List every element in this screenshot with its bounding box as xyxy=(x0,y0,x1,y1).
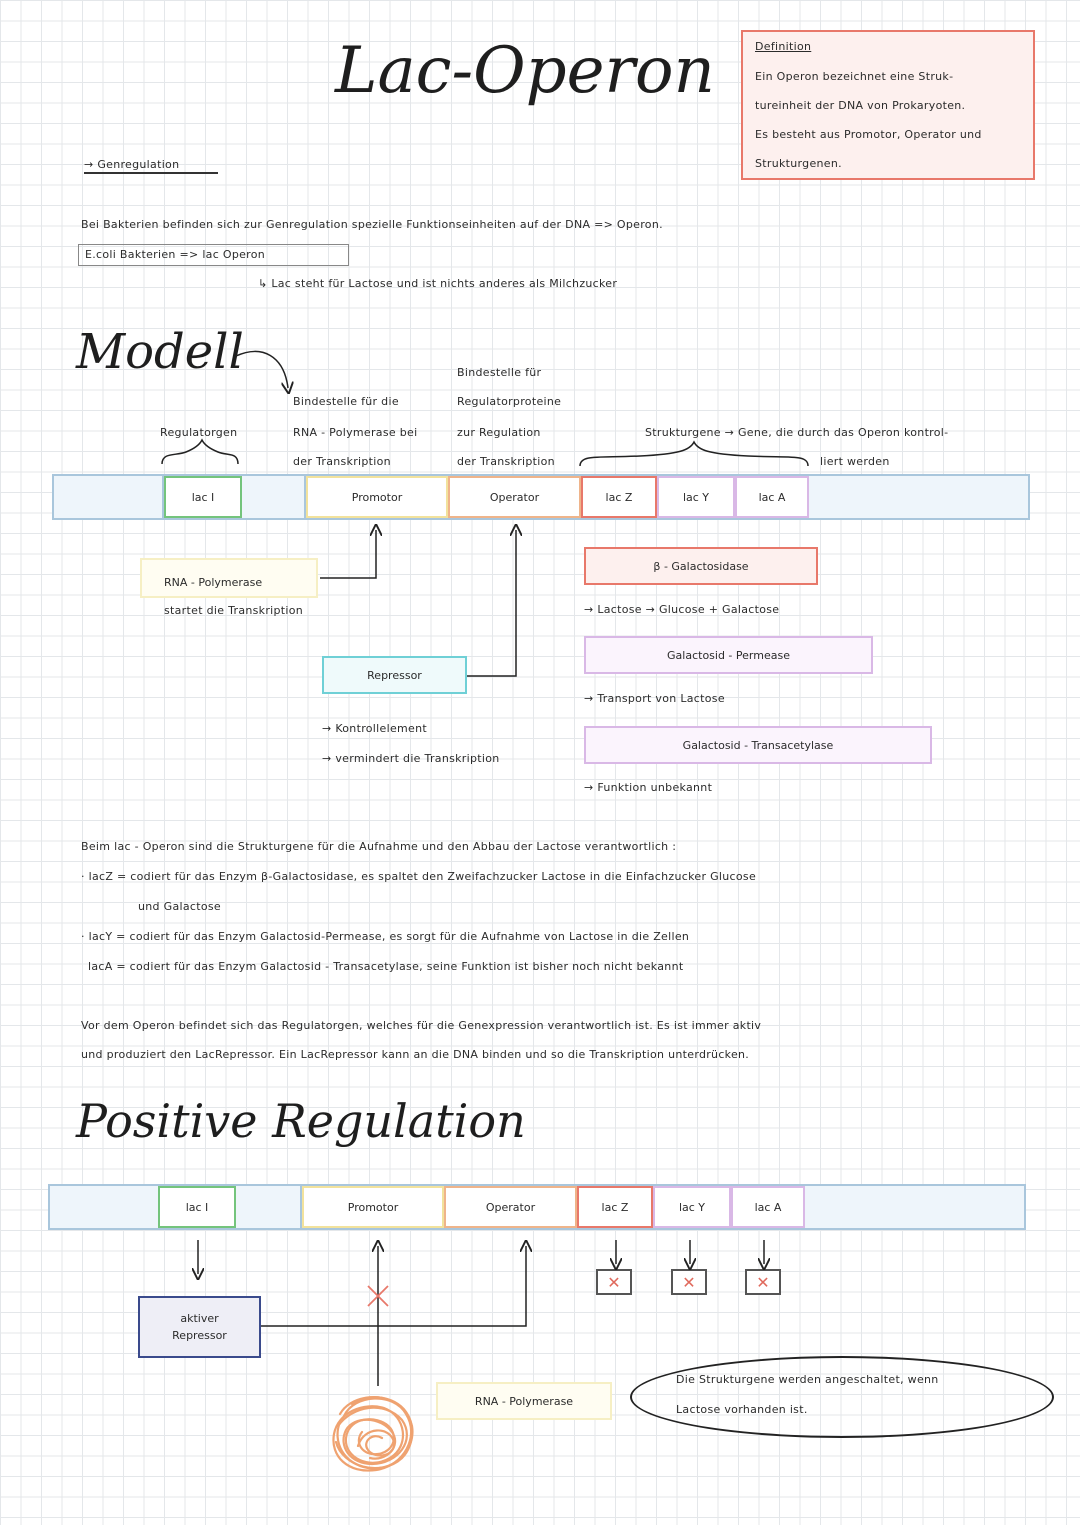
blocked-gene-mark: ✕ xyxy=(596,1269,632,1295)
explanation-text: Beim lac - Operon sind die Strukturgene für die Aufnahme und den Abbau der Lactose verantwortlich : xyxy=(81,840,677,853)
segment-lac-y: lac Y xyxy=(653,1186,731,1228)
segment-promotor: Promotor xyxy=(302,1186,444,1228)
note-text: Die Strukturgene werden angeschaltet, wenn xyxy=(676,1373,939,1386)
segment-lac-i: lac I xyxy=(164,476,242,518)
definition-box xyxy=(741,30,1035,180)
label-promotor: Bindestelle für die xyxy=(293,395,399,408)
active-repressor-label: Repressor xyxy=(172,1329,227,1342)
definition-line: Es besteht aus Promotor, Operator und xyxy=(755,128,982,141)
intro-box: E.coli Bakterien => lac Operon xyxy=(78,244,349,266)
segment-promotor: Promotor xyxy=(306,476,448,518)
segment-lac-z: lac Z xyxy=(581,476,657,518)
definition-line: Ein Operon bezeichnet eine Struk- xyxy=(755,70,954,83)
segment-spacer xyxy=(242,476,306,518)
operon-bar-modell xyxy=(52,474,1030,520)
segment-operator: Operator xyxy=(448,476,581,518)
enzyme-permease-desc: → Transport von Lactose xyxy=(584,692,725,705)
scribble-icon xyxy=(324,1386,424,1476)
intro-text: Bei Bakterien befinden sich zur Genregulation spezielle Funktionseinheiten auf der DNA => Operon. xyxy=(81,218,663,231)
note-ellipse xyxy=(630,1356,1054,1438)
label-regulatorgen: Regulatorgen xyxy=(160,426,238,439)
label-operator: zur Regulation xyxy=(457,426,541,439)
positive-regulation-heading: Positive Regulation xyxy=(76,1094,526,1148)
repressor-desc: → Kontrollelement xyxy=(322,722,427,735)
explanation-text: · lacY = codiert für das Enzym Galactosid-Permease, es sorgt für die Aufnahme von Lactose in die Zellen xyxy=(81,930,690,943)
rna-polymerase-box: RNA - Polymerase xyxy=(436,1382,612,1420)
enzyme-transacetylase-box: Galactosid - Transacetylase xyxy=(584,726,932,764)
enzyme-galactosidase-desc: → Lactose → Glucose + Galactose xyxy=(584,603,780,616)
label-operator: Regulatorproteine xyxy=(457,395,562,408)
explanation-text: Vor dem Operon befindet sich das Regulatorgen, welches für die Genexpression verantwortlich ist. Es ist immer aktiv xyxy=(81,1019,762,1032)
label-operator: Bindestelle für xyxy=(457,366,542,379)
intro-sub: ↳ Lac steht für Lactose und ist nichts anderes als Milchzucker xyxy=(258,277,618,290)
segment-lac-y: lac Y xyxy=(657,476,735,518)
active-repressor-label: aktiver xyxy=(180,1312,219,1325)
label-promotor: der Transkription xyxy=(293,455,391,468)
explanation-text: · lacZ = codiert für das Enzym β-Galactosidase, es spaltet den Zweifachzucker Lactose in die Einfachzucker Glucose xyxy=(81,870,757,883)
segment-spacer xyxy=(236,1186,302,1228)
definition-heading: Definition xyxy=(755,40,812,53)
operon-bar-positive xyxy=(48,1184,1026,1230)
explanation-text: lacA = codiert für das Enzym Galactosid - Transacetylase, seine Funktion ist bisher noch nicht bekannt xyxy=(88,960,684,973)
definition-line: Strukturgenen. xyxy=(755,157,842,170)
segment-operator: Operator xyxy=(444,1186,577,1228)
label-operator: der Transkription xyxy=(457,455,555,468)
segment-lac-z: lac Z xyxy=(577,1186,653,1228)
enzyme-permease-box: Galactosid - Permease xyxy=(584,636,873,674)
rna-polymerase-desc: startet die Transkription xyxy=(164,604,304,617)
enzyme-galactosidase-box: β - Galactosidase xyxy=(584,547,818,585)
definition-line: tureinheit der DNA von Prokaryoten. xyxy=(755,99,966,112)
label-strukturgene: Strukturgene → Gene, die durch das Operon kontrol- xyxy=(645,426,949,439)
segment-lac-i: lac I xyxy=(158,1186,236,1228)
note-text: Lactose vorhanden ist. xyxy=(676,1403,808,1416)
topic-label: → Genregulation xyxy=(84,158,218,174)
active-repressor-box xyxy=(138,1296,261,1358)
enzyme-transacetylase-desc: → Funktion unbekannt xyxy=(584,781,713,794)
explanation-text: und Galactose xyxy=(138,900,221,913)
segment-lac-a: lac A xyxy=(735,476,809,518)
modell-heading: Modell xyxy=(76,324,244,380)
blocked-gene-mark: ✕ xyxy=(745,1269,781,1295)
label-strukturgene: liert werden xyxy=(820,455,890,468)
page-title: Lac-Operon xyxy=(335,34,715,108)
rna-polymerase-box: RNA - Polymerase xyxy=(140,558,318,598)
explanation-text: und produziert den LacRepressor. Ein LacRepressor kann an die DNA binden und so die Transkription unterdrücken. xyxy=(81,1048,750,1061)
repressor-box: Repressor xyxy=(322,656,467,694)
label-promotor: RNA - Polymerase bei xyxy=(293,426,418,439)
blocked-gene-mark: ✕ xyxy=(671,1269,707,1295)
repressor-desc: → vermindert die Transkription xyxy=(322,752,500,765)
segment-lac-a: lac A xyxy=(731,1186,805,1228)
